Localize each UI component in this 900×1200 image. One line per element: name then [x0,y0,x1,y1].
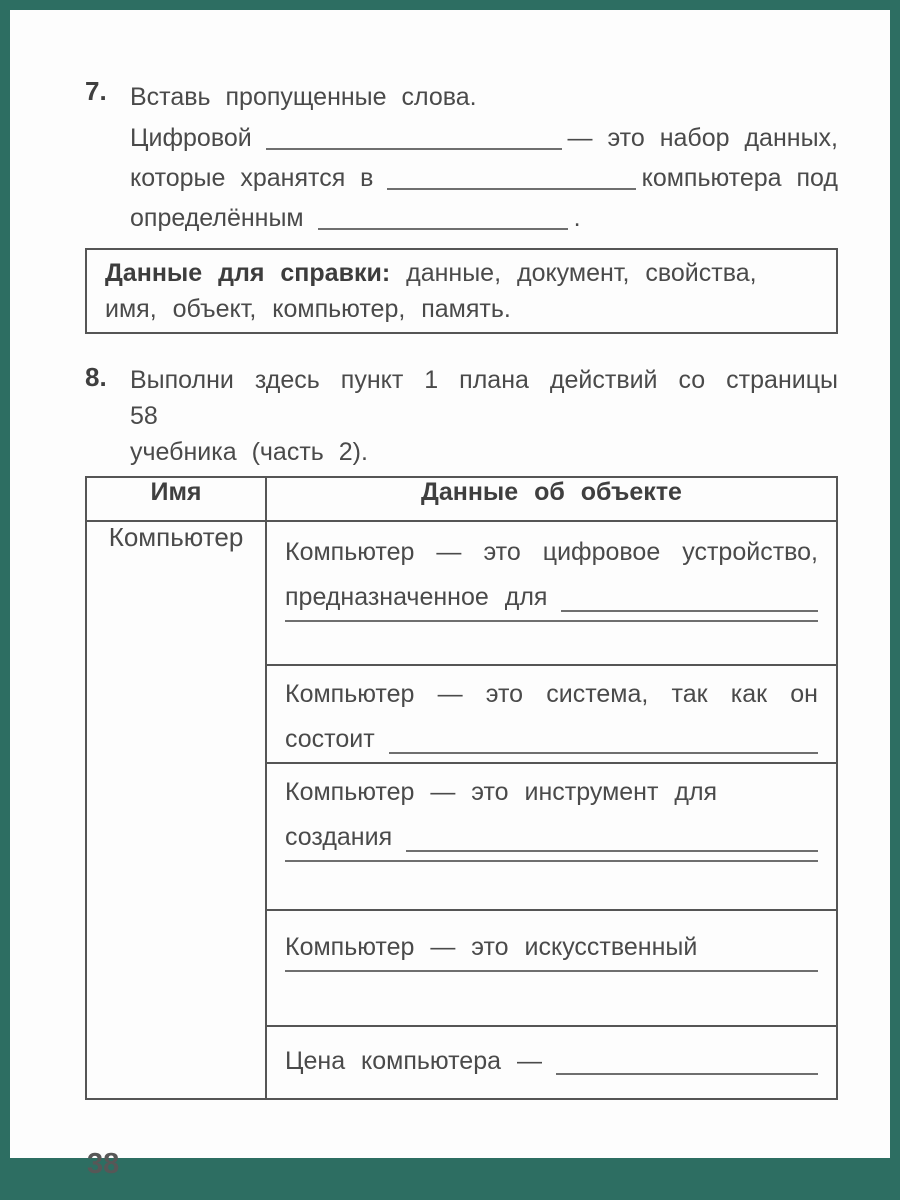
definition-cell-system [266,665,837,763]
object-data-table [85,476,838,1100]
reference-box [85,248,838,334]
task-8 [85,362,838,470]
workbook-page [10,10,890,1180]
write-in-line[interactable] [285,620,818,622]
definition-fill-line [285,717,818,762]
definition-blank-row [285,970,818,980]
task-7-number: 7. [85,76,107,106]
write-in-line[interactable] [406,850,818,852]
task-8-text-line-2: учебника (часть 2). [130,438,368,466]
definition-cell-device [266,521,837,665]
task-8-text-line-1: Выполни здесь пункт 1 плана действий со страницы 58 [130,366,838,430]
definition-cell-tool [266,763,837,910]
definition-fill-line [285,815,818,860]
write-in-line[interactable] [389,752,818,754]
blank-name-term[interactable] [318,228,568,230]
task-7-line-3-before: определённым [130,204,304,232]
task-7-line-1-after: — это набор данных, [567,124,838,152]
definition-blank-row [285,860,818,870]
table-header-row [86,477,837,521]
blank-digital-term[interactable] [266,148,562,150]
definition-text: Компьютер — это инструмент для [285,778,718,806]
definition-cell-price [266,1026,837,1099]
definition-blank-row [285,620,818,630]
definition-fill-line [285,1039,818,1083]
write-in-line[interactable] [556,1073,818,1075]
task-8-number: 8. [85,362,107,392]
task-7-line-1 [130,118,838,158]
object-name-cell: Компьютер [86,521,266,1099]
reference-label: Данные для справки: [105,259,391,287]
write-in-line[interactable] [561,610,818,612]
task-7-line-3 [130,198,838,238]
task-7-line-2-after: компьютера под [641,164,838,192]
table-row [86,521,837,665]
definition-cell-artificial [266,910,837,1026]
blank-storage-place[interactable] [387,188,635,190]
definition-text: Цена компьютера — [285,1047,542,1075]
definition-text: Компьютер — это искусственный [285,933,698,961]
definition-text: создания [285,823,393,851]
definition-text: предназначенное для [285,583,548,611]
task-7-line-3-after: . [573,204,581,232]
task-7-title: Вставь пропущенные слова. [130,83,477,111]
definition-text: Компьютер — это система, так как он [285,680,818,708]
task-7-line-1-before: Цифровой [130,124,252,152]
write-in-line[interactable] [285,860,818,862]
task-7-line-2 [130,158,838,198]
definition-text: Компьютер — это цифровое устройство, [285,538,818,566]
definition-fill-line [285,575,818,620]
definition-text: состоит [285,725,375,753]
task-7-line-2-before: которые хранятся в [130,164,374,192]
task-7 [85,76,838,238]
header-object-data: Данные об объекте [266,477,837,521]
reference-words: данные, документ, свойства, имя, объект, компьютер, память. [105,259,757,323]
page-number: 38 [87,1148,120,1180]
write-in-line[interactable] [285,970,818,972]
header-name: Имя [86,477,266,521]
